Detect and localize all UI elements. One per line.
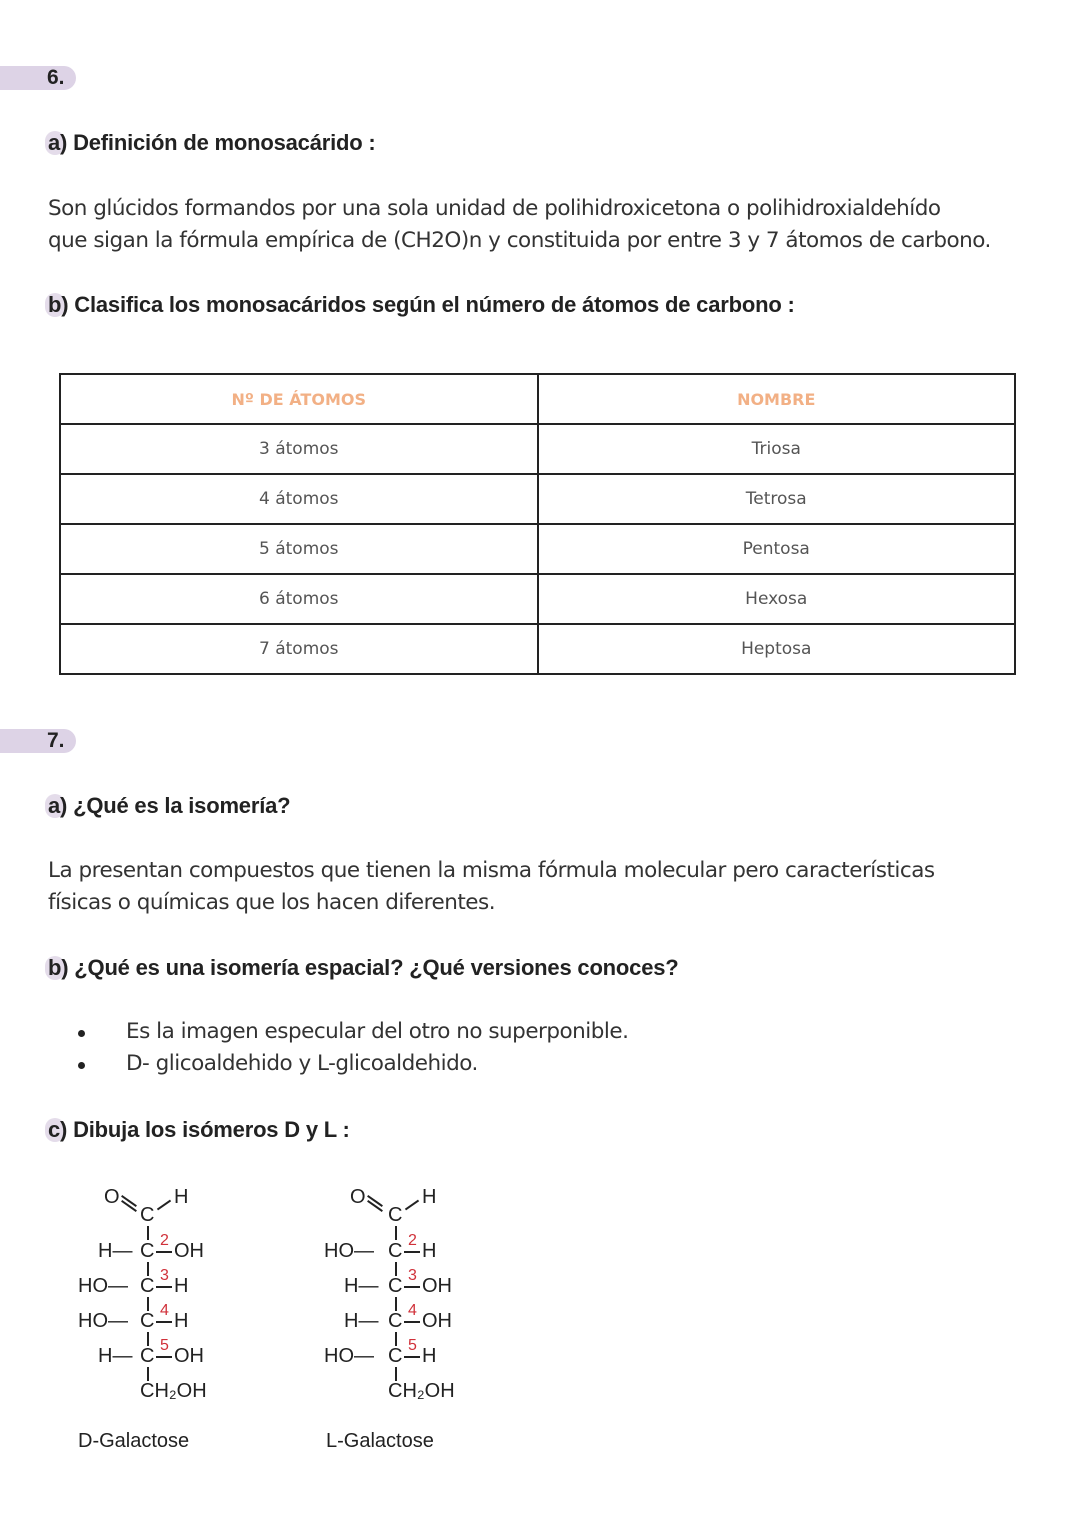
- row-3-left: H—: [344, 1275, 379, 1297]
- row-2-left: H—: [98, 1240, 133, 1262]
- row-3-right: H: [174, 1275, 189, 1297]
- row-3-carbon: C: [388, 1275, 403, 1297]
- cell-name: Heptosa: [538, 624, 1016, 674]
- cell-atoms: 4 átomos: [60, 474, 538, 524]
- answer-7a: [48, 855, 935, 919]
- row-4-left: HO—: [78, 1310, 128, 1332]
- question-7c-letter: c): [48, 1117, 68, 1142]
- row-5-carbon: C: [140, 1345, 155, 1367]
- answer-6a-line-1: Son glúcidos formandos por una sola unidad de polihidroxicetona o polihidroxialdehído: [48, 196, 941, 221]
- bond-line: [147, 1226, 149, 1240]
- row-3-carbon: C: [140, 1275, 155, 1297]
- bond-line: [156, 1356, 172, 1358]
- table-row: [60, 474, 1015, 524]
- row-2-right: H: [422, 1240, 437, 1262]
- aldehyde-hydrogen: H: [174, 1186, 189, 1208]
- carbon-number-3: 3: [160, 1267, 169, 1284]
- bond-line: [404, 1356, 420, 1358]
- answer-7a-line-1: La presentan compuestos que tienen la misma fórmula molecular pero características: [48, 858, 935, 883]
- aldehyde-oxygen: O: [104, 1186, 120, 1208]
- row-5-left: HO—: [324, 1345, 374, 1367]
- bond-line: [404, 1251, 420, 1253]
- list-item: Es la imagen especular del otro no superponible.: [78, 1016, 628, 1048]
- table-header-row: [60, 374, 1015, 424]
- bond-line: [147, 1367, 149, 1381]
- carbon-number-3: 3: [408, 1267, 417, 1284]
- answer-6a-line-2: que sigan la fórmula empírica de (CH2O)n y constituida por entre 3 y 7 átomos de carbono.: [48, 228, 991, 253]
- bond-line: [395, 1262, 397, 1276]
- bond-line: [157, 1200, 171, 1211]
- row-2-left: HO—: [324, 1240, 374, 1262]
- list-item: D- glicoaldehido y L-glicoaldehido.: [78, 1048, 628, 1080]
- cell-atoms: 6 átomos: [60, 574, 538, 624]
- section-marker-7: [0, 729, 76, 753]
- row-5-left: H—: [98, 1345, 133, 1367]
- row-3-left: HO—: [78, 1275, 128, 1297]
- l-galactose-structure: [316, 1170, 516, 1410]
- bond-line: [404, 1286, 420, 1288]
- question-6b-title: [48, 292, 795, 318]
- carbon-number-4: 4: [408, 1302, 417, 1319]
- bond-line: [147, 1297, 149, 1311]
- d-galactose-caption: D-Galactose: [78, 1430, 190, 1452]
- cell-atoms: 5 átomos: [60, 524, 538, 574]
- carbon-number-5: 5: [160, 1337, 169, 1354]
- table-row: [60, 524, 1015, 574]
- row-4-left: H—: [344, 1310, 379, 1332]
- section-number-7: 7.: [47, 729, 65, 752]
- bond-line: [395, 1367, 397, 1381]
- terminal-group: CH₂OH: [388, 1380, 455, 1402]
- answer-7a-line-2: físicas o químicas que los hacen diferentes.: [48, 890, 496, 915]
- cell-name: Triosa: [538, 424, 1016, 474]
- bond-line: [404, 1321, 420, 1323]
- row-2-carbon: C: [140, 1240, 155, 1262]
- bond-line: [147, 1332, 149, 1346]
- cell-name: Pentosa: [538, 524, 1016, 574]
- question-6a-letter: a): [48, 130, 68, 155]
- question-6b-letter: b): [48, 292, 69, 317]
- bond-line: [395, 1226, 397, 1240]
- carbon-number-2: 2: [408, 1232, 417, 1249]
- cell-atoms: 7 átomos: [60, 624, 538, 674]
- table-row: [60, 424, 1015, 474]
- row-3-right: OH: [422, 1275, 452, 1297]
- question-7a-title: [48, 793, 290, 819]
- bond-line: [156, 1321, 172, 1323]
- bond-line: [395, 1297, 397, 1311]
- carbon-number-4: 4: [160, 1302, 169, 1319]
- cell-name: Tetrosa: [538, 474, 1016, 524]
- aldehyde-carbon: C: [388, 1204, 403, 1226]
- answer-7b-list: [78, 1016, 628, 1080]
- cell-name: Hexosa: [538, 574, 1016, 624]
- question-7a-letter: a): [48, 793, 68, 818]
- question-6b-text: Clasifica los monosacáridos según el número de átomos de carbono :: [68, 292, 795, 317]
- carbon-classification-table: [59, 373, 1016, 675]
- row-4-right: OH: [422, 1310, 452, 1332]
- question-6a-text: Definición de monosacárido :: [67, 130, 376, 155]
- section-marker-6: [0, 66, 76, 90]
- row-4-right: H: [174, 1310, 189, 1332]
- table-row: [60, 574, 1015, 624]
- question-7b-letter: b): [48, 955, 69, 980]
- carbon-number-2: 2: [160, 1232, 169, 1249]
- question-7b-title: [48, 955, 679, 981]
- row-5-carbon: C: [388, 1345, 403, 1367]
- carbon-number-5: 5: [408, 1337, 417, 1354]
- aldehyde-carbon: C: [140, 1204, 155, 1226]
- question-7b-text: ¿Qué es una isomería espacial? ¿Qué versiones conoces?: [68, 955, 679, 980]
- aldehyde-hydrogen: H: [422, 1186, 437, 1208]
- table-row: [60, 624, 1015, 674]
- section-number-6: 6.: [47, 66, 65, 89]
- aldehyde-oxygen: O: [350, 1186, 366, 1208]
- row-5-right: H: [422, 1345, 437, 1367]
- bond-line: [156, 1251, 172, 1253]
- row-2-carbon: C: [388, 1240, 403, 1262]
- header-atoms: Nº DE ÁTOMOS: [60, 374, 538, 424]
- question-7c-text: Dibuja los isómeros D y L :: [67, 1117, 350, 1142]
- answer-6a: [48, 193, 991, 257]
- question-7a-text: ¿Qué es la isomería?: [67, 793, 291, 818]
- row-5-right: OH: [174, 1345, 204, 1367]
- bond-line: [395, 1332, 397, 1346]
- row-4-carbon: C: [388, 1310, 403, 1332]
- header-name: NOMBRE: [538, 374, 1016, 424]
- bond-line: [405, 1200, 419, 1211]
- row-4-carbon: C: [140, 1310, 155, 1332]
- cell-atoms: 3 átomos: [60, 424, 538, 474]
- bond-line: [147, 1262, 149, 1276]
- question-6a-title: [48, 130, 376, 156]
- bond-line: [156, 1286, 172, 1288]
- row-2-right: OH: [174, 1240, 204, 1262]
- l-galactose-caption: L-Galactose: [326, 1430, 434, 1452]
- terminal-group: CH₂OH: [140, 1380, 207, 1402]
- question-7c-title: [48, 1117, 350, 1143]
- d-galactose-structure: [70, 1170, 270, 1410]
